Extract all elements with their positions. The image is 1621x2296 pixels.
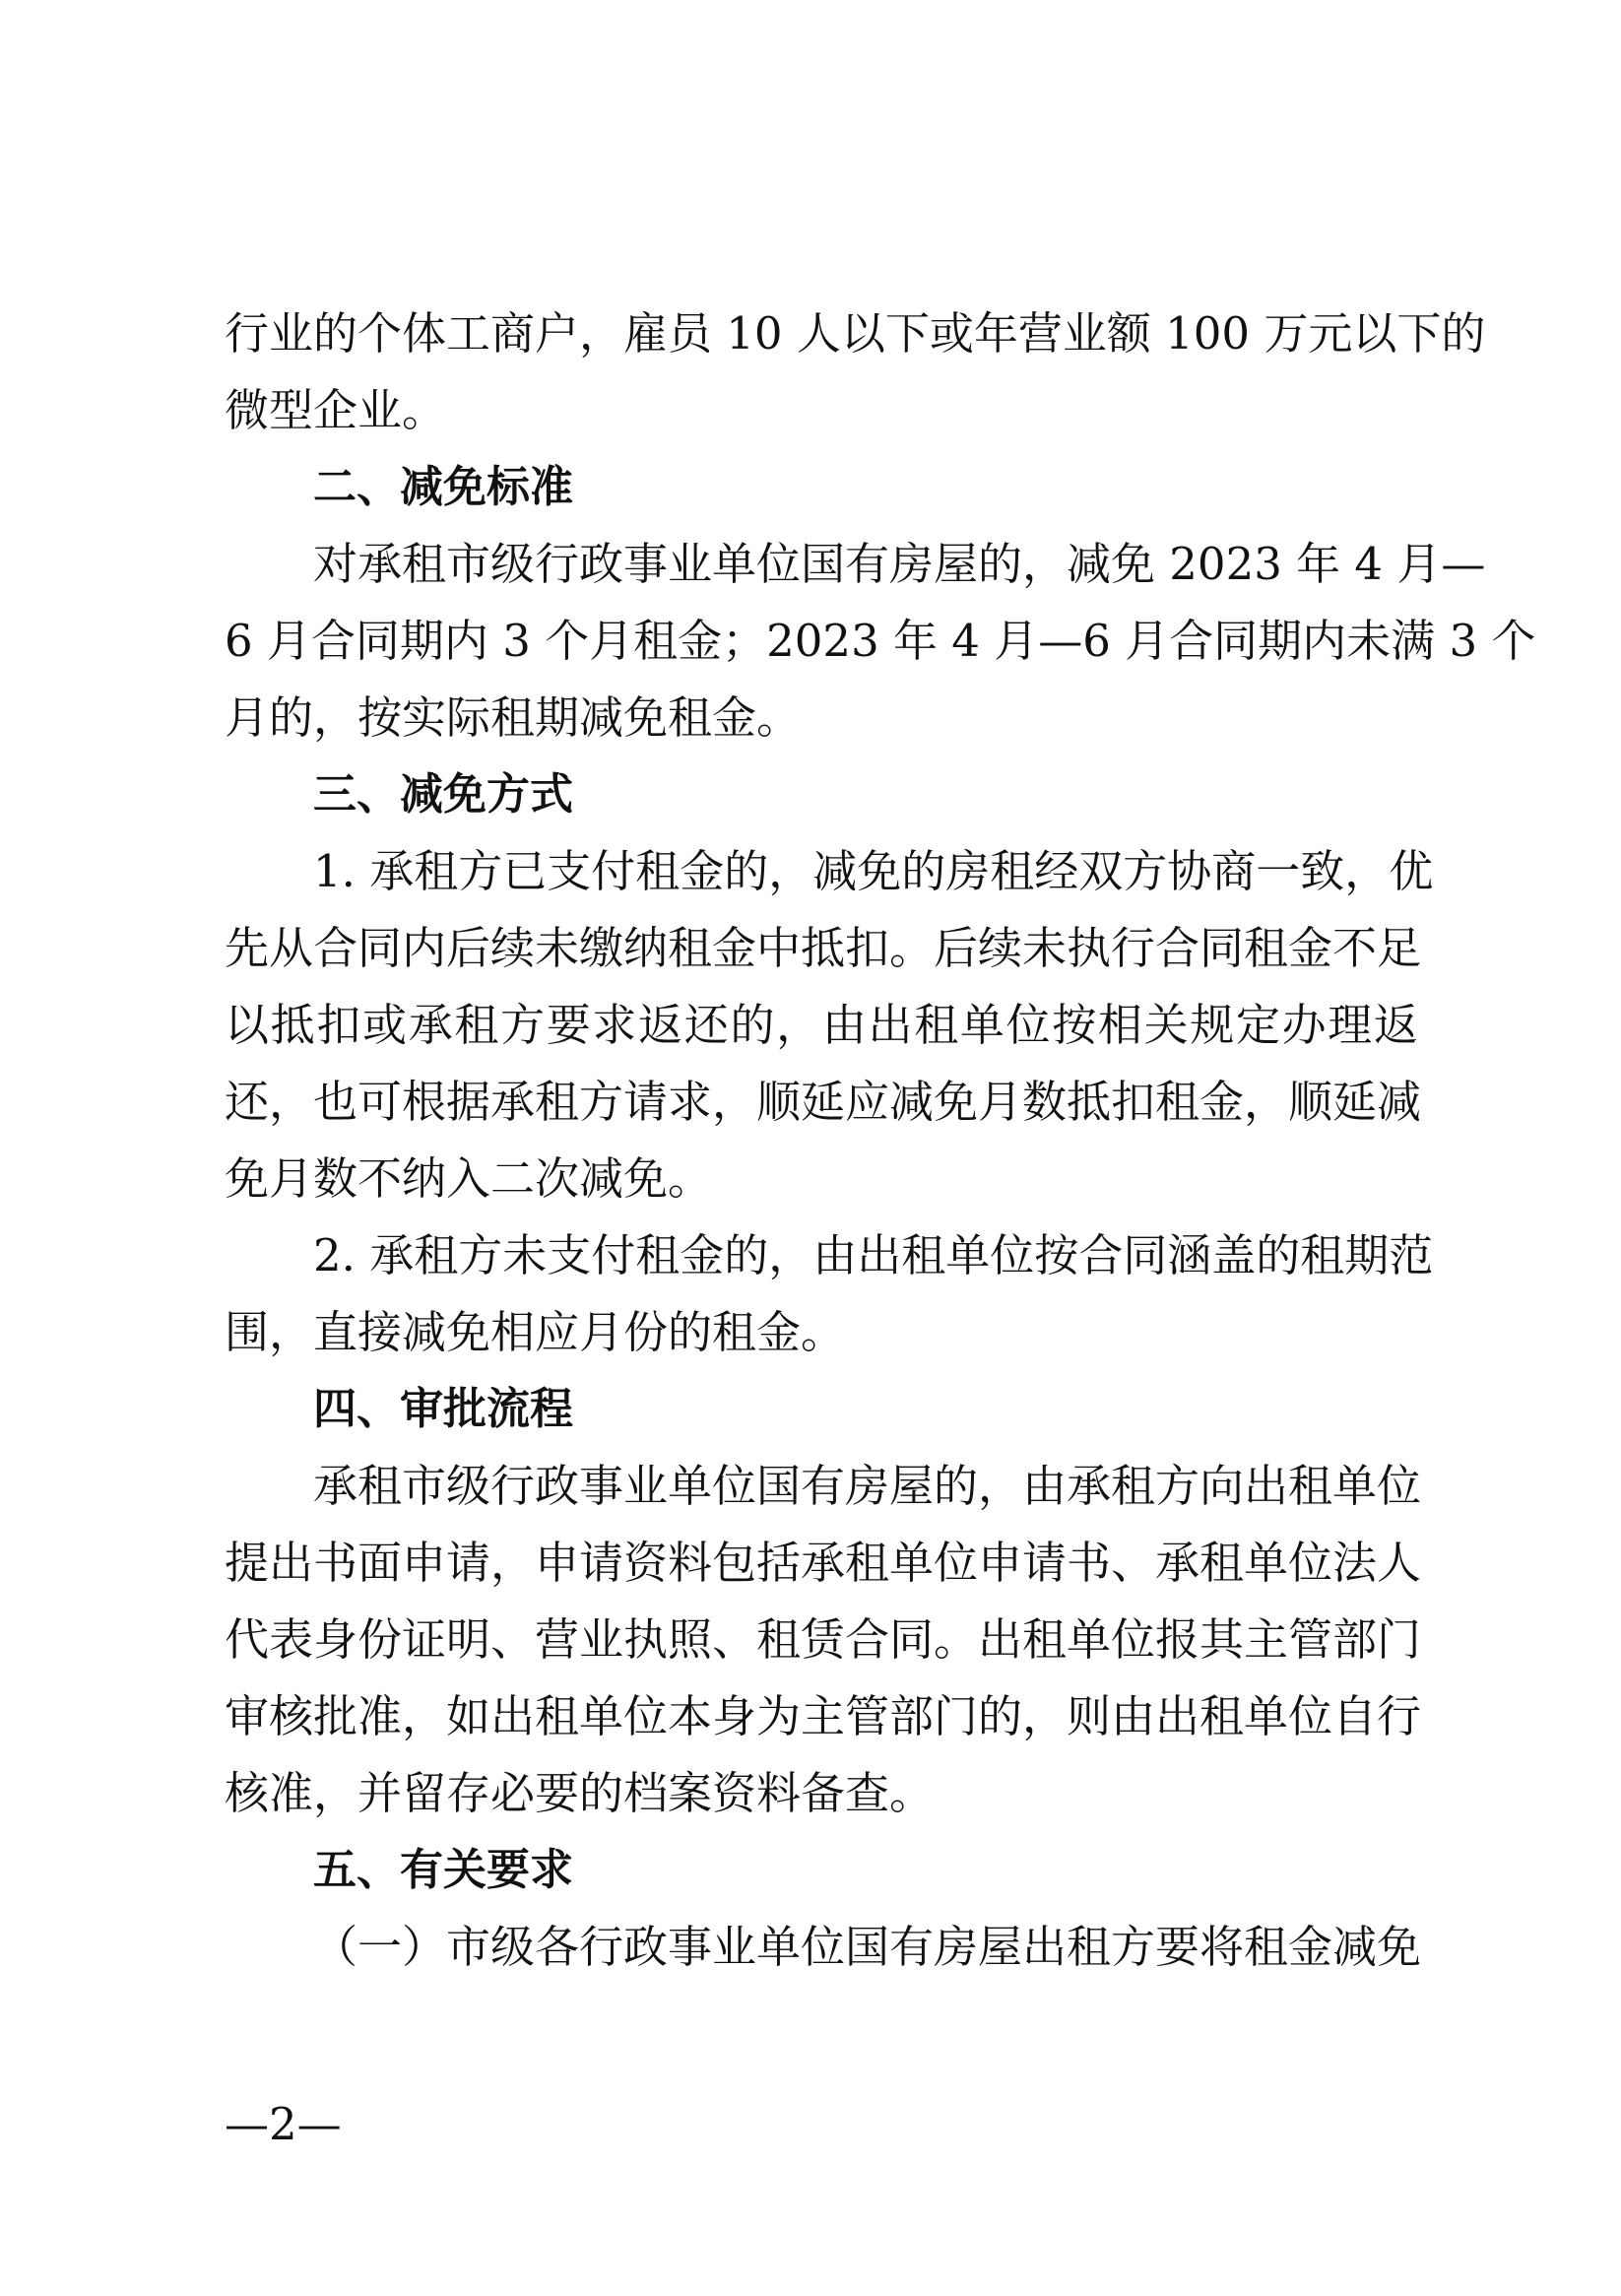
- body-line: 1. 承租方已支付租金的，减免的房租经双方协商一致，优: [313, 845, 1434, 897]
- section-heading-reduction-method: 三、减免方式: [313, 769, 573, 820]
- body-line: 还，也可根据承租方请求，顺延应减免月数抵扣租金，顺延减: [225, 1076, 1422, 1128]
- section-heading-reduction-standard: 二、减免标准: [313, 462, 573, 512]
- body-line: 承租市级行政事业单位国有房屋的，由承租方向出租单位: [313, 1460, 1422, 1512]
- body-line: （一）市级各行政事业单位国有房屋出租方要将租金减免: [313, 1921, 1422, 1973]
- section-heading-approval-process: 四、审批流程: [313, 1384, 573, 1434]
- body-line: 围，直接减免相应月份的租金。: [225, 1306, 846, 1358]
- body-line: 代表身份证明、营业执照、租赁合同。出租单位报其主管部门: [225, 1613, 1422, 1666]
- body-line: 审核批准，如出租单位本身为主管部门的，则由出租单位自行: [225, 1690, 1422, 1742]
- body-line: 微型企业。: [225, 384, 447, 436]
- body-line: 对承租市级行政事业单位国有房屋的，减免 2023 年 4 月—: [313, 538, 1486, 590]
- body-line: 6 月合同期内 3 个月租金；2023 年 4 月—6 月合同期内未满 3 个: [225, 615, 1536, 667]
- body-line: 先从合同内后续未缴纳租金中抵扣。后续未执行合同租金不足: [225, 922, 1422, 974]
- page-number: —2—: [225, 2098, 342, 2150]
- body-line: 月的，按实际租期减免租金。: [225, 691, 802, 744]
- body-line: 2. 承租方未支付租金的，由出租单位按合同涵盖的租期范: [313, 1229, 1434, 1281]
- section-heading-requirements: 五、有关要求: [313, 1845, 573, 1895]
- body-line: 以抵扣或承租方要求返还的，由出租单位按相关规定办理返: [225, 999, 1418, 1051]
- body-line: 核准，并留存必要的档案资料备查。: [225, 1767, 935, 1819]
- body-line: 免月数不纳入二次减免。: [225, 1152, 713, 1205]
- body-line: 提出书面申请，申请资料包括承租单位申请书、承租单位法人: [225, 1537, 1422, 1589]
- body-line: 行业的个体工商户，雇员 10 人以下或年营业额 100 万元以下的: [225, 307, 1486, 360]
